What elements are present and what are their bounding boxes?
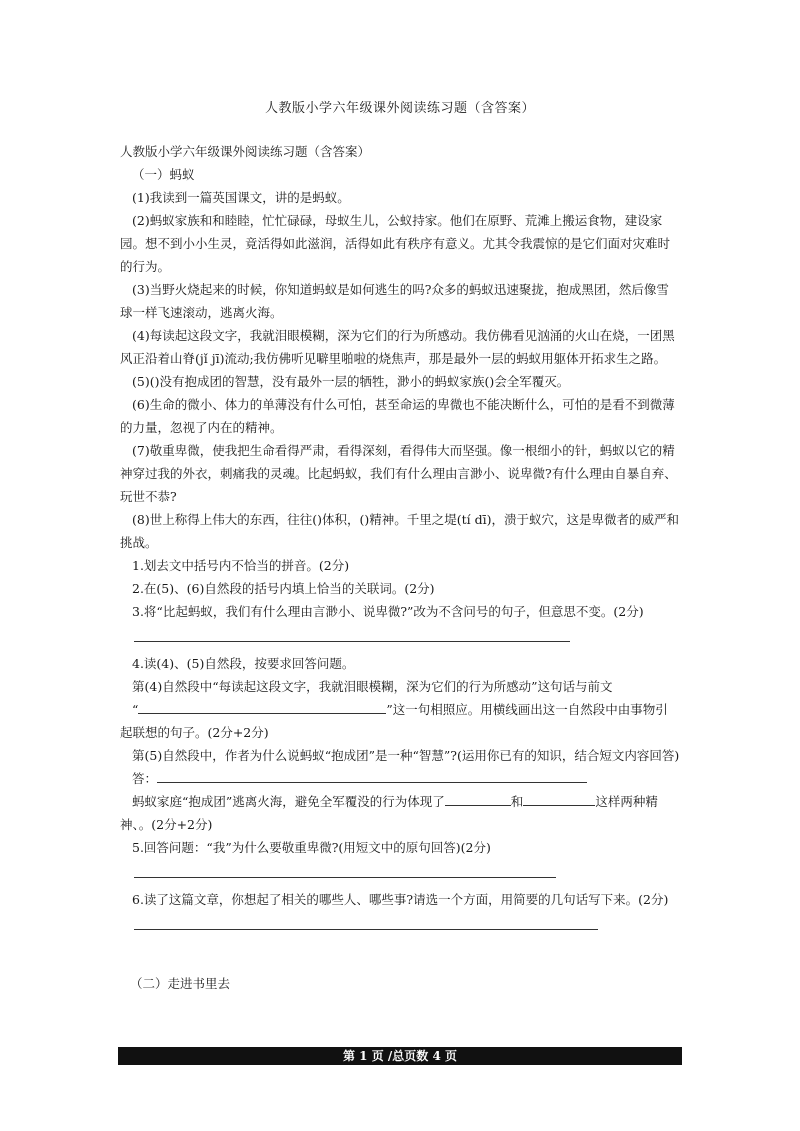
open-quote: “ [132, 702, 139, 717]
answer-label: 答： [132, 771, 158, 786]
document-subtitle: 人教版小学六年级课外阅读练习题（含答案） [120, 144, 371, 159]
question-4c-and: 和 [510, 794, 524, 809]
page-footer: 第 1 页 /总页数 4 页 [118, 1047, 682, 1065]
question-4c-text: 蚂蚁家庭“抱成团”逃离火海，避免全军覆没的行为体现了 [132, 794, 445, 809]
paragraph: (4)每读起这段文字，我就泪眼模糊，深为它们的行为所感动。我仿佛看见汹涌的火山在烧，一团黑风正沿着山脊(jǐ jī)流动;我仿佛听见噼里啪啦的烧焦声，那是最外一层的蚂蚁用躯体开拓求生之路。 [120, 328, 675, 366]
document-title: 人教版小学六年级课外阅读练习题（含答案） [264, 101, 535, 116]
answer-line[interactable] [134, 627, 570, 642]
question-4b: 第(5)自然段中，作者为什么说蚂蚁“抱成团”是一种“智慧”?(运用你已有的知识，结合短文内容回答) [132, 748, 680, 763]
document-body [120, 140, 680, 940]
fill-blank[interactable] [138, 699, 386, 714]
question-2: 2.在(5)、(6)自然段的括号内填上恰当的关联词。(2分) [132, 581, 435, 596]
question-4a-text: 第(4)自然段中“每读起这段文字，我就泪眼模糊，深为它们的行为所感动”这句话与前文 [132, 679, 613, 694]
paragraph: (6)生命的微小、体力的单薄没有什么可怕，甚至命运的卑微也不能决断什么，可怕的是看不到微薄的力量，忽视了内在的精神。 [120, 397, 675, 435]
answer-line[interactable] [134, 863, 556, 878]
question-6: 6.读了这篇文章，你想起了相关的哪些人、哪些事?请选一个方面，用简要的几句话写下来。(2分) [132, 892, 669, 907]
paragraph: (3)当野火烧起来的时候，你知道蚂蚁是如何逃生的吗?众多的蚂蚁迅速聚拢，抱成黑团，然后像雪球一样飞速滚动，逃离火海。 [120, 282, 669, 320]
answer-row [120, 767, 680, 790]
section-heading: （一）蚂蚁 [132, 167, 195, 182]
question-4a-cont [120, 698, 680, 744]
question-4a [120, 675, 680, 698]
question-3: 3.将“比起蚂蚁，我们有什么理由言渺小、说卑微?”改为不含问号的句子，但意思不变。(2分) [132, 604, 644, 619]
question-4c-text-2: 这样两种精神、。(2分+2分) [120, 794, 658, 832]
fill-blank[interactable] [157, 768, 587, 783]
question-4: 4.读(4)、(5)自然段，按要求回答问题。 [132, 656, 355, 671]
paragraph: (2)蚂蚁家族和和睦睦，忙忙碌碌，母蚁生儿，公蚁持家。他们在原野、荒滩上搬运食物，建设家园。想不到小小生灵，竟活得如此滋润，活得如此有秩序有意义。尤其令我震惊的是它们面对灾难时的行为。 [120, 213, 671, 274]
fill-blank[interactable] [445, 791, 511, 806]
paragraph: (8)世上称得上伟大的东西，往往()体积，()精神。千里之堤(tí dī)，溃于蚁穴，这是卑微者的威严和挑战。 [120, 512, 679, 550]
question-1: 1.划去文中括号内不恰当的拼音。(2分) [132, 558, 350, 573]
question-4a-text-2: ”这一句相照应。用横线画出这一自然段中由事物引起联想的句子。(2分+2分) [120, 702, 668, 740]
section-heading-2: （二）走进书里去 [130, 976, 231, 991]
answer-line[interactable] [134, 915, 598, 930]
question-4c [120, 790, 680, 836]
paragraph: (1)我读到一篇英国课文，讲的是蚂蚁。 [132, 190, 350, 205]
paragraph: (7)敬重卑微，使我把生命看得严肃，看得深刻，看得伟大而坚强。像一根细小的针，蚂蚁以它的精神穿过我的外衣，刺痛我的灵魂。比起蚂蚁，我们有什么理由言渺小、说卑微?有什么理由自暴自弃、玩世不恭? [120, 443, 677, 504]
question-5: 5.回答问题：“我”为什么要敬重卑微?(用短文中的原句回答)(2分) [132, 840, 491, 855]
fill-blank[interactable] [523, 791, 595, 806]
paragraph: (5)()没有抱成团的智慧，没有最外一层的牺牲，渺小的蚂蚁家族()会全军覆灭。 [132, 374, 570, 389]
